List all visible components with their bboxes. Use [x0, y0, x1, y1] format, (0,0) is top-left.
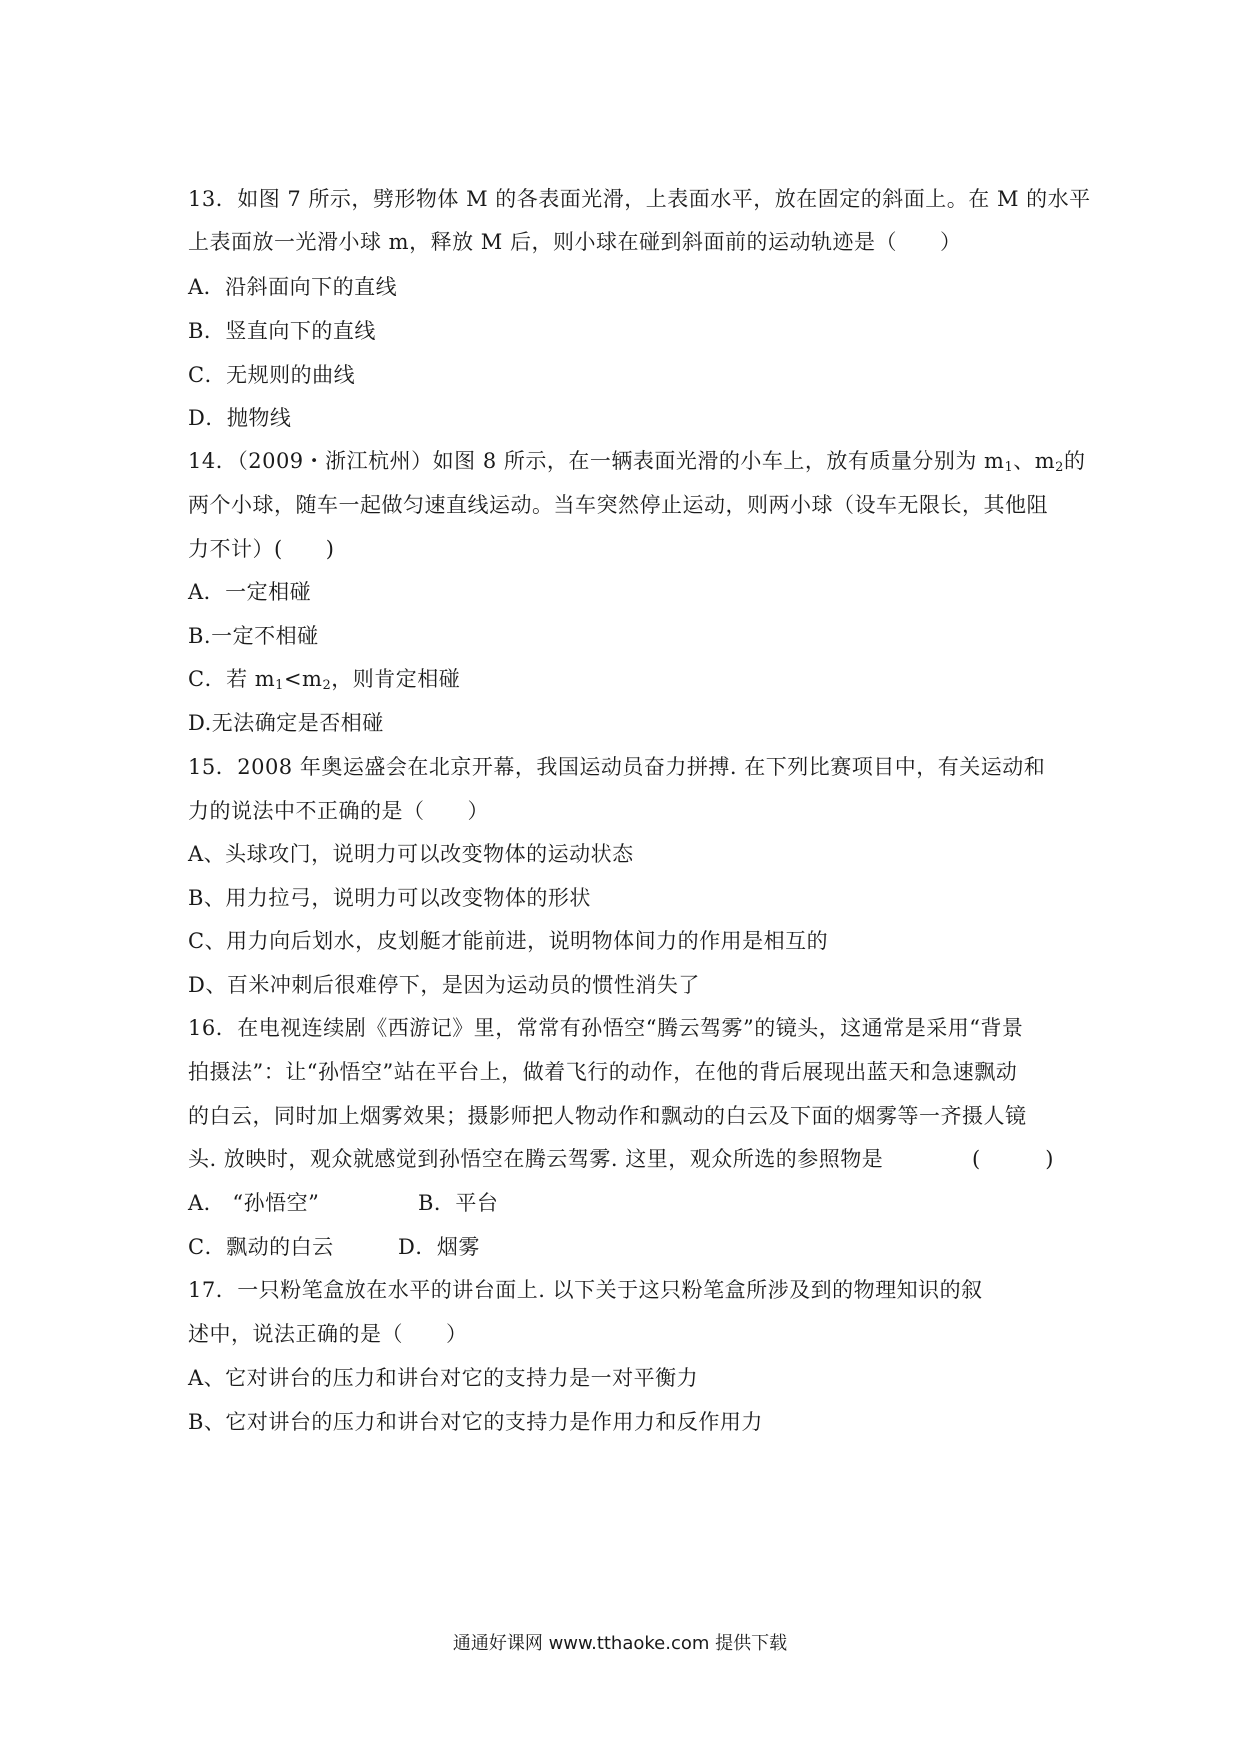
- q14-subscript-2: 2: [1055, 460, 1064, 475]
- q16-stem-line-3: 的白云，同时加上烟雾效果；摄影师把人物动作和飘动的白云及下面的烟雾等一齐摄人镜: [188, 1104, 1027, 1128]
- q16-stem-line-2: 拍摄法”：让“孙悟空”站在平台上，做着飞行的动作，在他的背后展现出蓝天和急速飘动: [188, 1060, 1018, 1084]
- q16-option-d: D．烟雾: [398, 1235, 480, 1259]
- q14-option-c-subscript-1: 1: [275, 678, 284, 693]
- q14-stem-line-2: 两个小球，随车一起做匀速直线运动。当车突然停止运动，则两小球（设车无限长，其他阻: [188, 493, 1048, 517]
- q14-stem-line-3: 力不计）( ): [188, 537, 335, 561]
- q15-option-d: D、百米冲刺后很难停下，是因为运动员的惯性消失了: [188, 973, 700, 997]
- q15-option-c: C、用力向后划水，皮划艇才能前进，说明物体间力的作用是相互的: [188, 929, 829, 953]
- q15-stem-line-2: 力的说法中不正确的是（ ）: [188, 799, 489, 823]
- q14-option-c: [188, 665, 460, 700]
- q14-stem-line-1-part-c: 的: [1063, 449, 1086, 473]
- q13-option-a: A．沿斜面向下的直线: [188, 275, 398, 299]
- q13-stem-line-2: 上表面放一光滑小球 m，释放 M 后，则小球在碰到斜面前的运动轨迹是（ ）: [188, 230, 962, 254]
- q16-option-a: A． “孙悟空”: [188, 1191, 320, 1215]
- page-footer: 通通好课网 www.tthaoke.com 提供下载: [452, 1633, 788, 1654]
- q14-option-c-part-a: C．若 m: [188, 667, 276, 691]
- q14-option-b: B.一定不相碰: [188, 624, 319, 648]
- q17-option-a: A、它对讲台的压力和讲台对它的支持力是一对平衡力: [188, 1366, 699, 1390]
- q13-option-c: C．无规则的曲线: [188, 363, 356, 387]
- q17-stem-line-1: 17．一只粉笔盒放在水平的讲台面上. 以下关于这只粉笔盒所涉及到的物理知识的叙: [188, 1278, 983, 1302]
- q14-option-c-part-b: <m: [283, 667, 323, 691]
- q13-stem-line-1: 13．如图 7 所示，劈形物体 M 的各表面光滑，上表面水平，放在固定的斜面上。在 M 的水平: [188, 187, 1091, 211]
- q16-answer-parentheses: ( ): [972, 1147, 1054, 1171]
- q14-stem-line-1-part-b: 、m: [1013, 449, 1056, 473]
- q14-stem-line-1-part-a: 14．（2009・浙江杭州）如图 8 所示，在一辆表面光滑的小车上，放有质量分别为 m: [188, 449, 1005, 473]
- q14-option-c-part-c: ，则肯定相碰: [331, 667, 461, 691]
- q16-stem-line-4: 头. 放映时，观众就感觉到孙悟空在腾云驾雾. 这里，观众所选的参照物是: [188, 1147, 884, 1171]
- q13-option-b: B．竖直向下的直线: [188, 319, 376, 343]
- q15-stem-line-1: 15．2008 年奥运盛会在北京开幕，我国运动员奋力拼搏. 在下列比赛项目中，有关运动和: [188, 755, 1046, 779]
- q16-option-c: C．飘动的白云: [188, 1235, 334, 1259]
- q14-option-c-subscript-2: 2: [322, 678, 332, 693]
- q15-option-b: B、用力拉弓，说明力可以改变物体的形状: [188, 886, 591, 910]
- q14-option-d: D.无法确定是否相碰: [188, 711, 384, 735]
- q16-stem-line-1: 16．在电视连续剧《西游记》里，常常有孙悟空“腾云驾雾”的镜头，这通常是采用“背景: [188, 1016, 1024, 1040]
- q17-stem-line-2: 述中，说法正确的是（ ）: [188, 1322, 468, 1346]
- q14-option-a: A．一定相碰: [188, 580, 312, 604]
- q14-subscript-1: 1: [1004, 460, 1014, 475]
- q14-stem-line-1: [188, 447, 1085, 482]
- q13-option-d: D．抛物线: [188, 406, 292, 430]
- q16-option-b: B．平台: [418, 1191, 499, 1215]
- q17-option-b: B、它对讲台的压力和讲台对它的支持力是作用力和反作用力: [188, 1410, 763, 1434]
- q15-option-a: A、头球攻门，说明力可以改变物体的运动状态: [188, 842, 634, 866]
